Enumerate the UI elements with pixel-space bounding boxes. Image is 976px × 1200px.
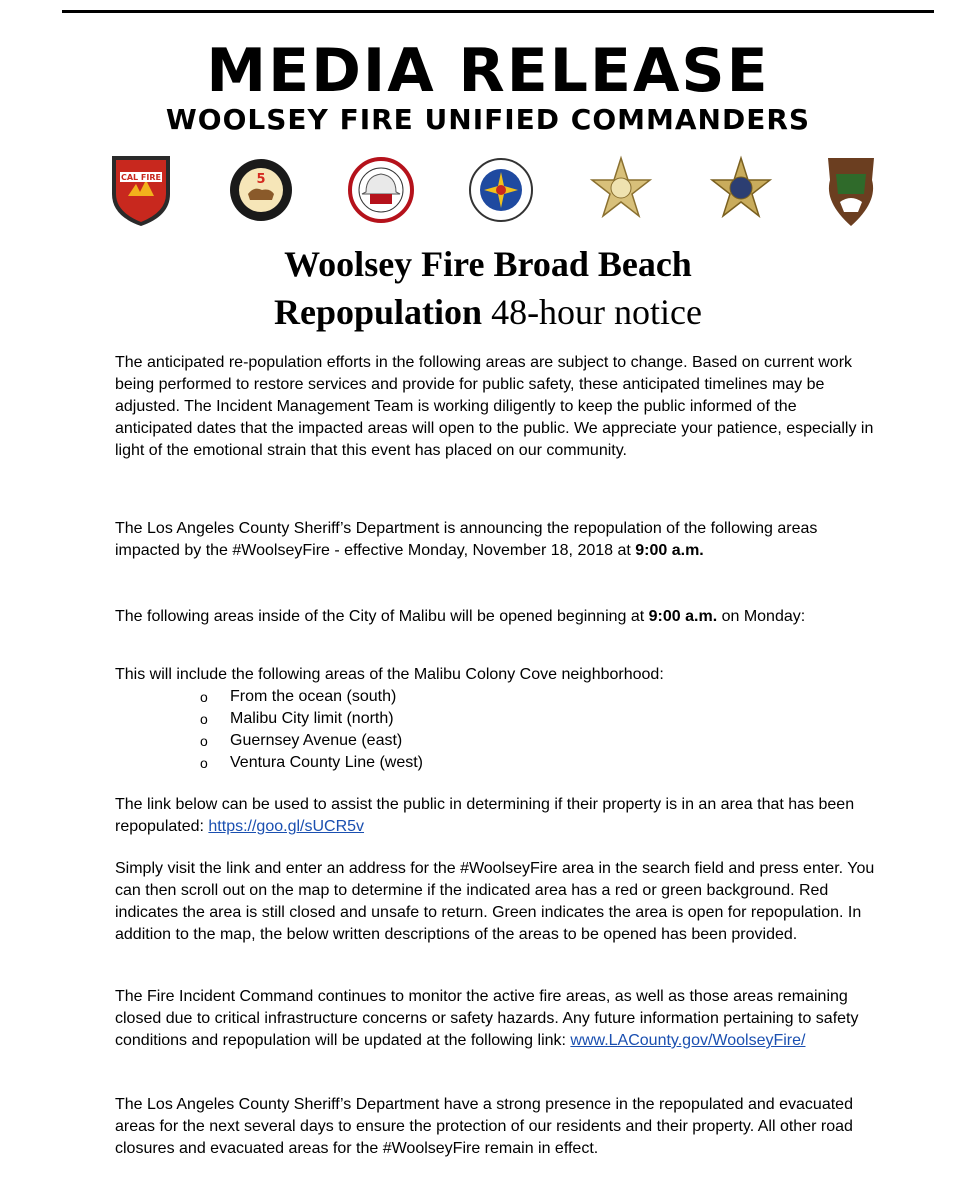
paragraph-fire-command: [115, 986, 875, 1052]
paragraph-malibu-text: The following areas inside of the City of Malibu will be opened beginning at: [115, 608, 649, 625]
list-item: o Ventura County Line (west): [200, 752, 423, 774]
boundary-list: [200, 686, 423, 774]
paragraph-map-link: [115, 794, 875, 838]
title-line-2-rest: 48-hour notice: [482, 292, 702, 332]
paragraph-announcement: [115, 518, 875, 562]
cal-fire-logo-text: CAL FIRE: [120, 173, 162, 182]
national-park-service-logo: [816, 150, 886, 230]
announcement-time: 9:00 a.m.: [635, 542, 704, 559]
paragraph-neighborhood: This will include the following areas of the Malibu Colony Cove neighborhood:: [115, 666, 664, 683]
list-item: o Guernsey Avenue (east): [200, 730, 423, 752]
list-item: o From the ocean (south): [200, 686, 423, 708]
sheriff-star-logo-1: [586, 150, 656, 230]
document-title: [0, 240, 976, 336]
paragraph-intro: The anticipated re-population efforts in the following areas are subject to change. Based on current work being performed to restore services and provide for public safety, these anticipated timelines may be adjusted. The Incident Management Team is working diligently to keep the public informed of the anticipated dates that the impacted areas will open to the public. We appreciate your patience, especially in light of the emotional strain that this event has placed on our community.: [115, 354, 874, 459]
media-release-heading: MEDIA RELEASE: [206, 36, 770, 106]
malibu-opening-day: on Monday:: [717, 608, 806, 625]
top-rule: [62, 10, 934, 13]
paragraph-fire-command-text: The Fire Incident Command continues to monitor the active fire areas, as well as those areas remaining closed due to critical infrastructure concerns or safety hazards. Any future information pertaining to safety conditions and repopulation will be updated at the following link:: [115, 988, 859, 1049]
paragraph-announcement-text: The Los Angeles County Sheriff’s Department is announcing the repopulation of the following areas impacted by the #WoolseyFire - effective Monday, November 18, 2018 at: [115, 520, 818, 559]
lacounty-woolsey-link[interactable]: www.LACounty.gov/WoolseyFire/: [570, 1032, 806, 1049]
cal-fire-logo: [106, 150, 176, 230]
la-county-fire-logo: [346, 150, 416, 230]
paragraph-map-link-text: The link below can be used to assist the public in determining if their property is in an area that has been repopulated:: [115, 796, 855, 835]
incident-management-team-logo: [226, 150, 296, 230]
unified-commanders-heading: WOOLSEY FIRE UNIFIED COMMANDERS: [165, 103, 811, 136]
imt-number-text: 5: [256, 172, 266, 187]
title-line-1: Woolsey Fire Broad Beach: [284, 244, 692, 284]
list-item: o Malibu City limit (north): [200, 708, 423, 730]
agency-logos-row: [100, 150, 880, 230]
ventura-county-fire-logo: [466, 150, 536, 230]
paragraph-sheriff-presence: The Los Angeles County Sheriff’s Department have a strong presence in the repopulated and evacuated areas for the next several days to ensure the protection of our residents and their property. All other road closures and evacuated areas for the #WoolseyFire remain in effect.: [115, 1096, 853, 1157]
paragraph-malibu-opening: [115, 606, 875, 628]
paragraph-instructions: Simply visit the link and enter an address for the #WoolseyFire area in the search field and press enter. You can then scroll out on the map to determine if the indicated area has a red or green background. Red indicates the area is still closed and unsafe to return. Green indicates the area is open for repopulation. In addition to the map, the below written descriptions of the areas to be opened has been provided.: [115, 860, 875, 943]
title-line-2-bold: Repopulation: [274, 292, 483, 332]
map-link[interactable]: https://goo.gl/sUCR5v: [208, 818, 365, 835]
malibu-opening-time: 9:00 a.m.: [648, 608, 718, 625]
sheriff-star-logo-2: [706, 150, 776, 230]
